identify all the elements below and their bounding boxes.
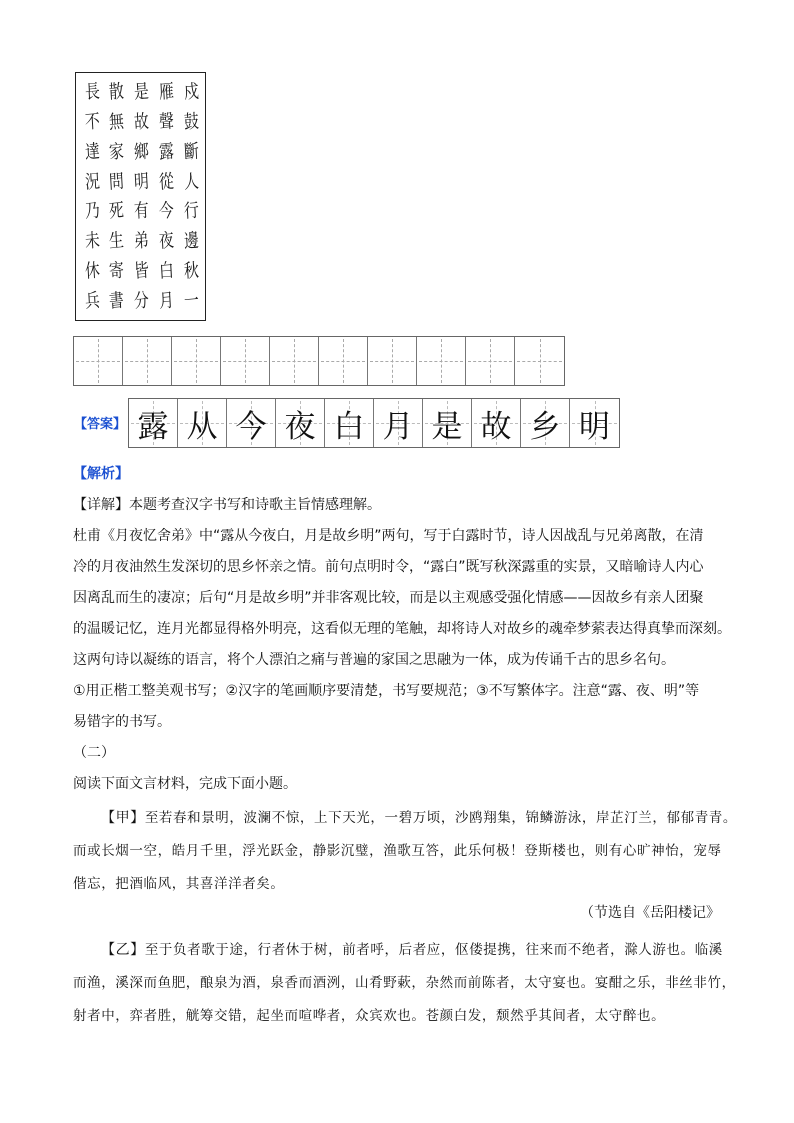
seal-column — [84, 79, 100, 314]
seal-character: 從 — [158, 169, 175, 194]
seal-character: 斷 — [183, 140, 200, 164]
seal-character: 生 — [108, 229, 125, 253]
yi-line-3: 射者中，弈者胜，觥筹交错，起坐而喧哗者，众宾欢也。苍颜白发，颓然乎其间者，太守醉也。 — [73, 1008, 666, 1024]
seal-character: 況 — [84, 169, 101, 194]
seal-character: 今 — [158, 199, 175, 224]
yi-line-1 — [101, 938, 723, 959]
seal-character: 分 — [133, 289, 150, 313]
answer-character: 今 — [235, 408, 267, 445]
answer-cell — [570, 399, 619, 447]
grid-cell — [319, 337, 368, 385]
seal-character: 有 — [133, 199, 150, 224]
analysis-label: 【解析】 — [73, 466, 129, 482]
answer-cell — [472, 399, 521, 447]
answer-character: 明 — [579, 408, 610, 445]
seal-character: 故 — [133, 110, 150, 134]
answer-cell — [276, 399, 325, 447]
answer-character: 是 — [431, 408, 463, 445]
analysis-p1-line-3: 因离乱而生的凄凉；后句“月是故乡明”并非客观比较，而是以主观感受强化情感——因故乡有亲人团聚 — [73, 590, 704, 606]
jia-text-1: 至若春和景明，波澜不惊，上下天光，一碧万顷，沙鸥翔集，锦鳞游泳，岸芷汀兰，郁郁青青。 — [144, 810, 738, 826]
analysis-p1-line-1: 杜甫《月夜忆舍弟》中“露从今夜白，月是故乡明”两句，写于白露时节，诗人因战乱与兄弟离散，在清 — [73, 528, 704, 544]
grid-cell — [123, 337, 172, 385]
analysis-p1-line-2: 冷的月夜油然生发深切的思乡怀亲之情。前句点明时令，“露白”既写秋深露重的实景，又暗喻诗人内心 — [73, 559, 704, 575]
seal-character: 邊 — [183, 229, 200, 253]
jia-label: 【甲】 — [101, 810, 145, 826]
seal-character: 鄉 — [133, 140, 150, 164]
detail-label: 【详解】 — [73, 497, 129, 513]
seal-column — [183, 79, 199, 314]
detail-line — [73, 494, 381, 514]
seal-character: 死 — [108, 199, 125, 224]
jia-line-2: 而或长烟一空，皓月千里，浮光跃金，静影沉璧，渔歌互答，此乐何极！登斯楼也，则有心旷神怡，宠辱 — [73, 843, 722, 859]
practice-writing-grid — [73, 336, 565, 386]
grid-cell — [221, 337, 270, 385]
yi-line-2: 而渔，溪深而鱼肥，酿泉为酒，泉香而酒洌，山肴野蔌，杂然而前陈者，太守宴也。宴酣之乐，非丝非竹， — [73, 975, 736, 991]
seal-character: 不 — [84, 110, 101, 134]
seal-character: 戍 — [183, 80, 200, 104]
seal-column — [109, 79, 125, 314]
answer-cell — [129, 399, 178, 447]
seal-character: 秋 — [183, 259, 200, 283]
answer-character: 白 — [333, 408, 365, 445]
seal-character: 行 — [183, 199, 200, 224]
answer-cell — [227, 399, 276, 447]
answer-cell — [325, 399, 374, 447]
seal-character: 明 — [133, 169, 150, 194]
answer-cell — [521, 399, 570, 447]
jia-source: （节选自《岳阳楼记》 — [580, 905, 720, 921]
seal-character: 弟 — [133, 229, 150, 253]
analysis-p2-line-2: 易错字的书写。 — [73, 714, 171, 730]
answer-label: 【答案】 — [74, 417, 127, 432]
analysis-p2-line-1: ①用正楷工整美观书写；②汉字的笔画顺序要清楚，书写要规范；③不写繁体字。注意“露、夜、明”等 — [73, 683, 700, 699]
seal-character: 無 — [108, 110, 125, 134]
grid-cell — [466, 337, 515, 385]
answer-character: 露 — [137, 408, 169, 445]
seal-character: 家 — [108, 140, 125, 164]
seal-columns — [84, 79, 199, 314]
grid-cell — [74, 337, 123, 385]
seal-character: 雁 — [158, 80, 175, 104]
seal-character: 長 — [84, 80, 101, 104]
jia-line-1 — [101, 806, 737, 827]
section-instruction: 阅读下面文言材料，完成下面小题。 — [73, 776, 297, 792]
seal-character: 問 — [108, 169, 125, 194]
answer-character: 故 — [480, 408, 512, 445]
seal-character: 一 — [183, 289, 200, 313]
jia-line-3: 偕忘，把酒临风，其喜洋洋者矣。 — [73, 876, 285, 892]
seal-character: 露 — [158, 140, 175, 164]
yi-text-1: 至于负者歌于途，行者休于树，前者呼，后者应，伛偻提携，往来而不绝者，滁人游也。临溪 — [144, 942, 723, 958]
yi-label: 【乙】 — [101, 942, 145, 958]
seal-character: 乃 — [84, 199, 101, 224]
seal-character: 休 — [84, 259, 101, 283]
section-title: （二） — [73, 745, 115, 761]
grid-cell — [417, 337, 466, 385]
answer-character: 从 — [186, 408, 218, 445]
seal-character: 皆 — [133, 259, 150, 283]
seal-column — [158, 79, 174, 314]
seal-character: 月 — [158, 289, 175, 313]
seal-character: 白 — [158, 259, 175, 283]
detail-text: 本题考查汉字书写和诗歌主旨情感理解。 — [129, 497, 381, 513]
seal-character: 散 — [108, 80, 125, 104]
answer-grid — [128, 398, 620, 448]
answer-cell — [374, 399, 423, 447]
seal-character: 未 — [84, 229, 101, 253]
answer-character: 月 — [382, 408, 414, 445]
answer-cell — [178, 399, 227, 447]
grid-cell — [368, 337, 417, 385]
analysis-p1-line-4: 的温暖记忆，连月光都显得格外明亮，这看似无理的笔触，却将诗人对故乡的魂牵梦萦表达得真挚而深刻。 — [73, 621, 731, 637]
answer-character: 夜 — [284, 408, 316, 445]
grid-cell — [270, 337, 319, 385]
answer-cell — [423, 399, 472, 447]
grid-cell — [515, 337, 564, 385]
seal-character: 寄 — [108, 259, 125, 283]
seal-script-calligraphy — [75, 72, 206, 321]
seal-character: 兵 — [84, 289, 101, 313]
seal-character: 鼓 — [183, 110, 200, 134]
seal-character: 夜 — [158, 229, 175, 253]
seal-character: 達 — [84, 140, 101, 164]
seal-character: 是 — [133, 80, 150, 104]
seal-character: 聲 — [158, 110, 175, 134]
seal-character: 人 — [183, 169, 200, 194]
grid-cell — [172, 337, 221, 385]
seal-character: 書 — [108, 289, 125, 313]
answer-character: 乡 — [529, 408, 561, 445]
analysis-p1-line-5: 这两句诗以凝练的语言，将个人漂泊之痛与普遍的家国之思融为一体，成为传诵千古的思乡名句。 — [73, 652, 675, 668]
seal-column — [134, 79, 150, 314]
